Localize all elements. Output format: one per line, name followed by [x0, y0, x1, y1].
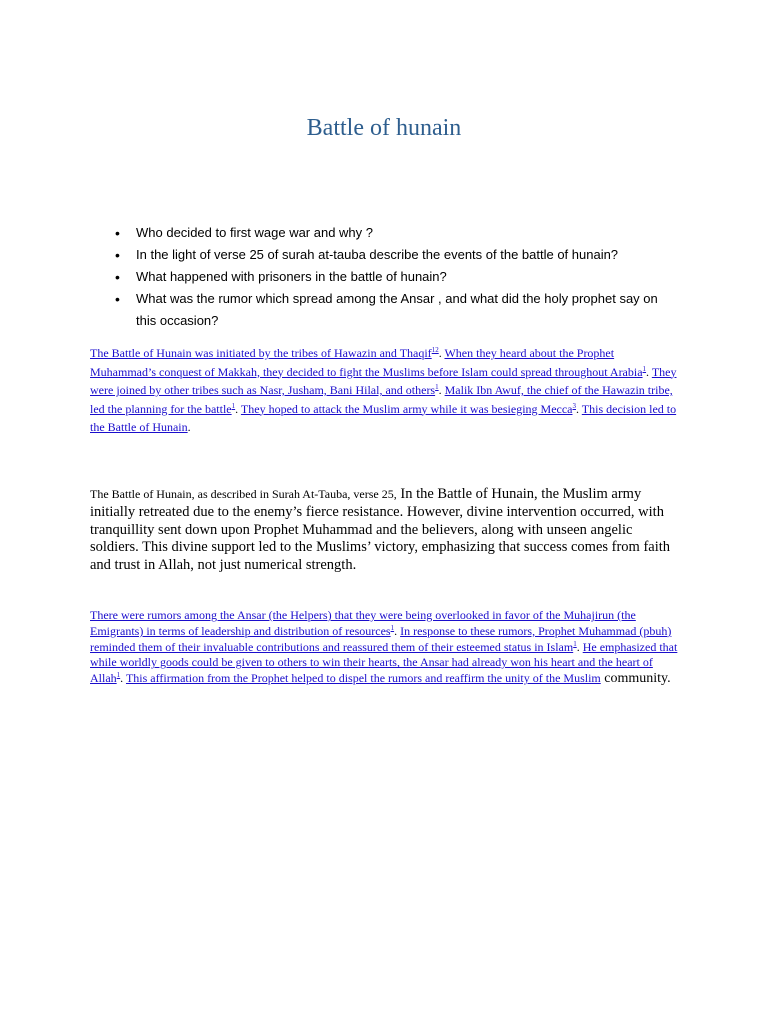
paragraph-lead: The Battle of Hunain, as described in Surah At-Tauba, verse 25,	[90, 487, 397, 501]
answer-paragraph-2	[90, 486, 682, 575]
answer-paragraph-3	[90, 608, 682, 687]
document-title: Battle of hunain	[306, 115, 462, 141]
question-item: • In the light of verse 25 of surah at-tauba describe the events of the battle of hunain?	[112, 244, 672, 266]
separator: .	[646, 364, 652, 379]
linked-sentence[interactable]: This decision led to the Battle of Hunain	[90, 401, 677, 434]
citation-ref[interactable]: 1	[390, 623, 395, 632]
citation-ref[interactable]: 3	[572, 401, 576, 410]
linked-sentence[interactable]: When they heard about the Prophet Muhammad’s conquest of Makkah, they decided to fight the Muslims before Islam could spread throughout Arabia	[90, 346, 643, 379]
linked-sentence[interactable]: The Battle of Hunain was initiated by the tribes of Hawazin and Thaqif	[90, 346, 432, 360]
linked-sentence[interactable]: They were joined by other tribes such as Nasr, Jusham, Bani Hilal, and others	[90, 364, 677, 397]
question-item: • What happened with prisoners in the battle of hunain?	[112, 266, 672, 288]
separator: .	[576, 639, 583, 654]
separator: .	[235, 401, 241, 416]
citation-ref[interactable]: 12	[431, 346, 439, 354]
citation-ref[interactable]: 1	[435, 383, 439, 391]
citation-ref[interactable]: 1	[642, 364, 647, 373]
separator: .	[120, 671, 126, 686]
separator: .	[438, 346, 445, 360]
paragraph-tail: community.	[600, 671, 671, 687]
linked-sentence[interactable]: This affirmation from the Prophet helped to dispel the rumors and reaffirm the unity of the Muslim	[125, 671, 601, 686]
answer-paragraph-1	[90, 344, 682, 437]
linked-sentence[interactable]: In response to these rumors, Prophet Muhammad (pbuh) reminded them of their invaluable contributions and reassured them of their esteemed status in Islam	[90, 623, 672, 654]
paragraph-body: In the Battle of Hunain, the Muslim army initially retreated due to the enemy’s fierce resistance. However, divine intervention occurred, with tranquillity sent down upon Prophet Muhammad and the believers, along with unseen angelic soldiers. This divine support led to the Muslims’ victory, emphasizing that success comes from faith and trust in Allah, not just numerical strength.	[90, 486, 671, 574]
linked-sentence[interactable]: They hoped to attack the Muslim army while it was besieging Mecca	[240, 401, 573, 416]
citation-ref[interactable]: 1	[573, 639, 577, 648]
linked-sentence[interactable]: Malik Ibn Awuf, the chief of the Hawazin tribe, led the planning for the battle	[90, 383, 673, 416]
question-item: • Who decided to first wage war and why ?	[112, 222, 672, 244]
linked-sentence[interactable]: He emphasized that while worldly goods could be given to others to win their hearts, the Ansar had already won his heart and the heart of Allah	[90, 639, 678, 686]
question-list	[112, 222, 672, 332]
separator: .	[438, 383, 445, 397]
citation-ref[interactable]: 1	[116, 671, 121, 680]
separator: .	[576, 401, 582, 416]
linked-sentence[interactable]: There were rumors among the Ansar (the Helpers) that they were being overlooked in favor of the Muhajirun (the Emigrants) in terms of leadership and distribution of resources	[90, 608, 636, 638]
separator: .	[394, 623, 401, 638]
citation-ref[interactable]: 1	[231, 401, 236, 410]
sentence-end: .	[187, 420, 191, 434]
question-item: • What was the rumor which spread among the Ansar , and what did the holy prophet say on this occasion?	[112, 288, 672, 332]
